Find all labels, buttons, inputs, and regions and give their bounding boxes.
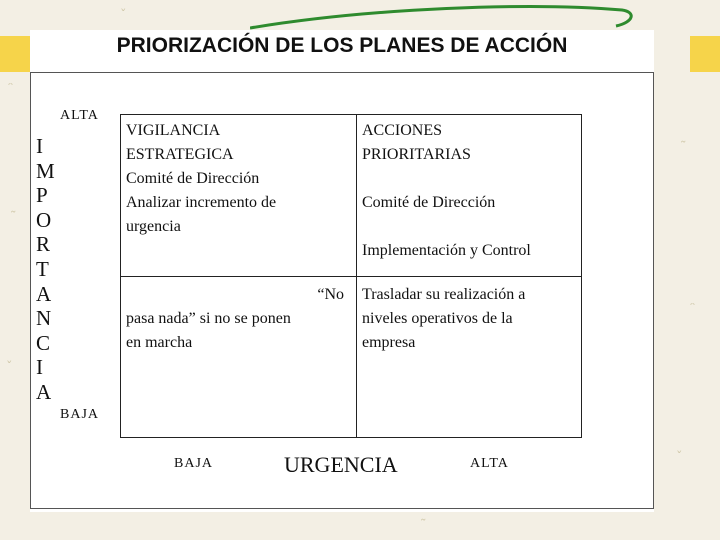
y-axis-letter: R xyxy=(36,232,51,257)
quadrant-text: Analizar incremento de xyxy=(126,194,277,211)
decorative-speck: ˜ xyxy=(10,210,17,225)
y-axis-letter: N xyxy=(36,306,52,331)
quadrant-heading: VIGILANCIA xyxy=(126,122,221,139)
page-title: PRIORIZACIÓN DE LOS PLANES DE ACCIÓN xyxy=(116,34,568,57)
decorative-speck: ˇ xyxy=(120,8,127,23)
decorative-pattern-left xyxy=(0,0,30,540)
y-axis-letter: I xyxy=(36,134,43,158)
y-axis-letter: M xyxy=(36,158,55,183)
yellow-accent-band-right xyxy=(690,36,720,72)
quadrant-text: niveles operativos de la xyxy=(362,310,513,327)
y-axis-letter: C xyxy=(36,330,51,355)
green-swoosh-decoration xyxy=(250,2,635,32)
quadrant-top-left xyxy=(126,119,354,239)
quadrant-bottom-right xyxy=(362,283,580,355)
quadrant-text: “No xyxy=(317,286,344,303)
y-axis-letter: A xyxy=(36,379,52,404)
quadrant-text: Trasladar su realización a xyxy=(362,286,526,303)
quadrant-text: urgencia xyxy=(126,218,181,235)
decorative-speck: ˇ xyxy=(676,450,683,465)
y-axis-high-label: ALTA xyxy=(60,108,99,123)
y-axis-letter: P xyxy=(36,183,48,208)
x-axis-high-label: ALTA xyxy=(470,456,509,471)
decorative-speck: ᵔ xyxy=(690,300,696,315)
quadrant-top-right xyxy=(362,119,580,167)
matrix-horizontal-divider xyxy=(121,276,581,277)
quadrant-text: empresa xyxy=(362,334,416,351)
y-axis-title xyxy=(36,134,56,405)
y-axis-letter: O xyxy=(36,207,52,232)
decorative-speck: ˜ xyxy=(680,140,687,155)
x-axis-title: URGENCIA xyxy=(284,452,398,477)
y-axis-letter: T xyxy=(36,256,49,281)
y-axis-letter: I xyxy=(36,355,43,380)
y-axis-low-label: BAJA xyxy=(60,407,100,422)
quadrant-text: Comité de Dirección xyxy=(126,170,260,187)
quadrant-text: Comité de Dirección xyxy=(362,194,496,211)
quadrant-heading: ACCIONES xyxy=(362,122,443,139)
quadrant-heading: PRIORITARIAS xyxy=(362,146,471,163)
decorative-pattern-bottom xyxy=(0,512,720,540)
x-axis-low-label: BAJA xyxy=(174,456,214,471)
y-axis-letter: A xyxy=(36,281,52,306)
quadrant-text: pasa nada” si no se ponen xyxy=(126,310,291,327)
decorative-speck: ˇ xyxy=(6,360,13,375)
decorative-pattern-right xyxy=(654,0,720,540)
decorative-speck: ᵔ xyxy=(8,80,14,95)
quadrant-heading: ESTRATEGICA xyxy=(126,146,234,163)
quadrant-text: en marcha xyxy=(126,334,193,351)
quadrant-text: Implementación y Control xyxy=(362,242,531,259)
decorative-speck: ˜ xyxy=(420,518,427,533)
